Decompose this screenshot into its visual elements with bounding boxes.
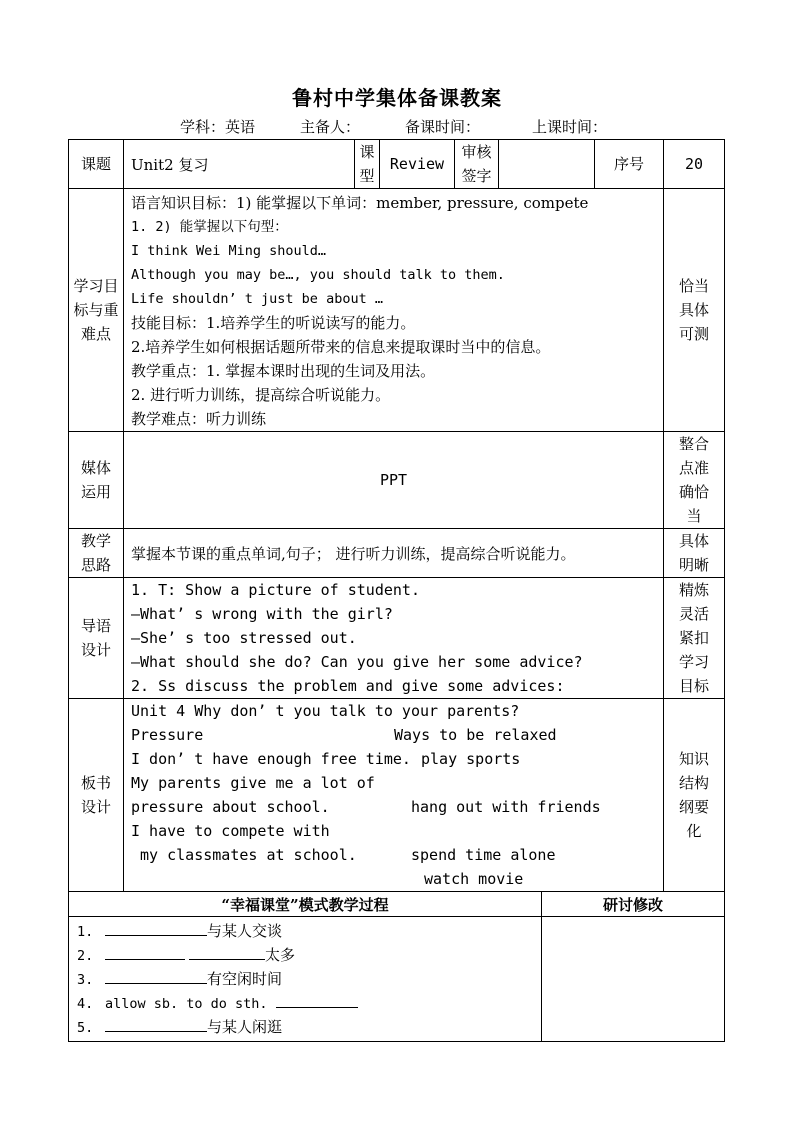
intro-line: —She’ s too stressed out.: [131, 629, 357, 647]
goal-line: 2. 进行听力训练，提高综合听说能力。: [131, 386, 391, 404]
intro-line: —What’ s wrong with the girl?: [131, 605, 393, 623]
board-right-line: spend time alone: [411, 846, 556, 864]
answer-blank[interactable]: [105, 1017, 207, 1032]
intro-line: —What should she do? Can you give her some advice?: [131, 653, 583, 671]
row-intro: [69, 578, 725, 699]
subject-field: 学科：英语: [180, 118, 256, 136]
seq-value: 20: [664, 140, 725, 189]
goals-side-note: 恰当具体可测: [664, 189, 725, 432]
row-topic: [69, 140, 725, 189]
exercise-number: 3.: [77, 972, 94, 988]
media-value: PPT: [124, 432, 664, 529]
row-process-body: [69, 917, 725, 1042]
thinking-value: 掌握本节课的重点单词,句子； 进行听力训练，提高综合听说能力。: [124, 529, 664, 578]
board-right-line: watch movie: [424, 870, 524, 888]
exercise-number: 1.: [77, 924, 94, 940]
goal-line: I think Wei Ming should…: [131, 243, 327, 259]
intro-content: [124, 578, 664, 699]
row-goals: [69, 189, 725, 432]
goal-line: Although you may be…, you should talk to them.: [131, 267, 505, 283]
answer-blank[interactable]: [276, 993, 358, 1008]
answer-blank[interactable]: [105, 969, 207, 984]
board-left-line: I don’ t have enough free time.: [131, 750, 411, 768]
exercise-item: [77, 1015, 541, 1039]
thinking-label: 教学思路: [69, 529, 124, 578]
goal-line: 技能目标：1.培养学生的听说读写的能力。: [131, 314, 416, 332]
goal-line: 教学难点：听力训练: [131, 410, 267, 428]
goals-label: 学习目标与重难点: [69, 189, 124, 432]
document-title: 鲁村中学集体备课教案: [292, 86, 502, 110]
goals-content: [124, 189, 664, 432]
topic-value: Unit2 复习: [124, 140, 355, 189]
exercise-item: [77, 943, 541, 967]
answer-blank[interactable]: [105, 945, 185, 960]
exercise-number: 4.: [77, 996, 94, 1012]
goal-line: 语言知识目标：1) 能掌握以下单词：member, pressure, compete: [131, 194, 589, 212]
revision-heading: 研讨修改: [542, 892, 725, 917]
intro-side-note: 精炼灵活紧扣学习目标: [664, 578, 725, 699]
exercise-number: 2.: [77, 948, 94, 964]
board-left-line: my classmates at school.: [131, 846, 357, 864]
media-side-note: 整合点准确恰当: [664, 432, 725, 529]
board-side-note: 知识结构纲要化: [664, 699, 725, 892]
intro-label: 导语设计: [69, 578, 124, 699]
lesson-plan-table: [68, 139, 725, 1042]
type-label: 课型: [355, 140, 380, 189]
row-process-head: [69, 892, 725, 917]
goal-line: Life shouldn’ t just be about …: [131, 291, 383, 307]
exercise-text: 与某人交谈: [207, 922, 283, 940]
goal-line: 2.培养学生如何根据话题所带来的信息来提取课时当中的信息。: [131, 338, 551, 356]
media-label: 媒体运用: [69, 432, 124, 529]
answer-blank[interactable]: [189, 945, 265, 960]
answer-blank[interactable]: [105, 921, 207, 936]
exercise-text: 有空闲时间: [207, 970, 283, 988]
row-thinking: [69, 529, 725, 578]
board-left-line: I have to compete with: [131, 822, 330, 840]
exercise-item: [77, 991, 541, 1015]
exercise-text: allow sb. to do sth.: [105, 996, 268, 1012]
exercise-text: 太多: [265, 946, 296, 964]
board-label: 板书设计: [69, 699, 124, 892]
exercise-text: 与某人闲逛: [207, 1018, 283, 1036]
row-media: [69, 432, 725, 529]
intro-line: 2. Ss discuss the problem and give some advices:: [131, 677, 565, 695]
board-title: Unit 4 Why don’ t you talk to your parents?: [131, 702, 520, 720]
board-left-line: My parents give me a lot of: [131, 774, 375, 792]
board-left-line: pressure about school.: [131, 798, 330, 816]
prep-time-field: 备课时间：: [405, 118, 481, 136]
topic-label: 课题: [69, 140, 124, 189]
board-right-line: Ways to be relaxed: [394, 726, 557, 744]
exercise-number: 5.: [77, 1020, 94, 1036]
process-items: [69, 917, 542, 1042]
board-right-line: hang out with friends: [411, 798, 601, 816]
preparer-field: 主备人：: [300, 118, 361, 136]
type-value: Review: [380, 140, 455, 189]
seq-label: 序号: [595, 140, 664, 189]
board-right-line: play sports: [421, 750, 521, 768]
goal-line: 教学重点：1. 掌握本课时出现的生词及用法。: [131, 362, 436, 380]
review-value: [499, 140, 595, 189]
revision-area[interactable]: [542, 917, 725, 1042]
review-label: 审核签字: [455, 140, 499, 189]
row-board: [69, 699, 725, 892]
class-time-field: 上课时间：: [532, 118, 608, 136]
exercise-item: [77, 967, 541, 991]
intro-line: 1. T: Show a picture of student.: [131, 581, 420, 599]
board-left-line: Pressure: [131, 726, 204, 744]
process-heading: “幸福课堂”模式教学过程: [69, 892, 542, 917]
board-content: [124, 699, 664, 892]
goal-line: 1. 2) 能掌握以下句型：: [131, 219, 288, 235]
thinking-side-note: 具体明晰: [664, 529, 725, 578]
exercise-item: [77, 919, 541, 943]
